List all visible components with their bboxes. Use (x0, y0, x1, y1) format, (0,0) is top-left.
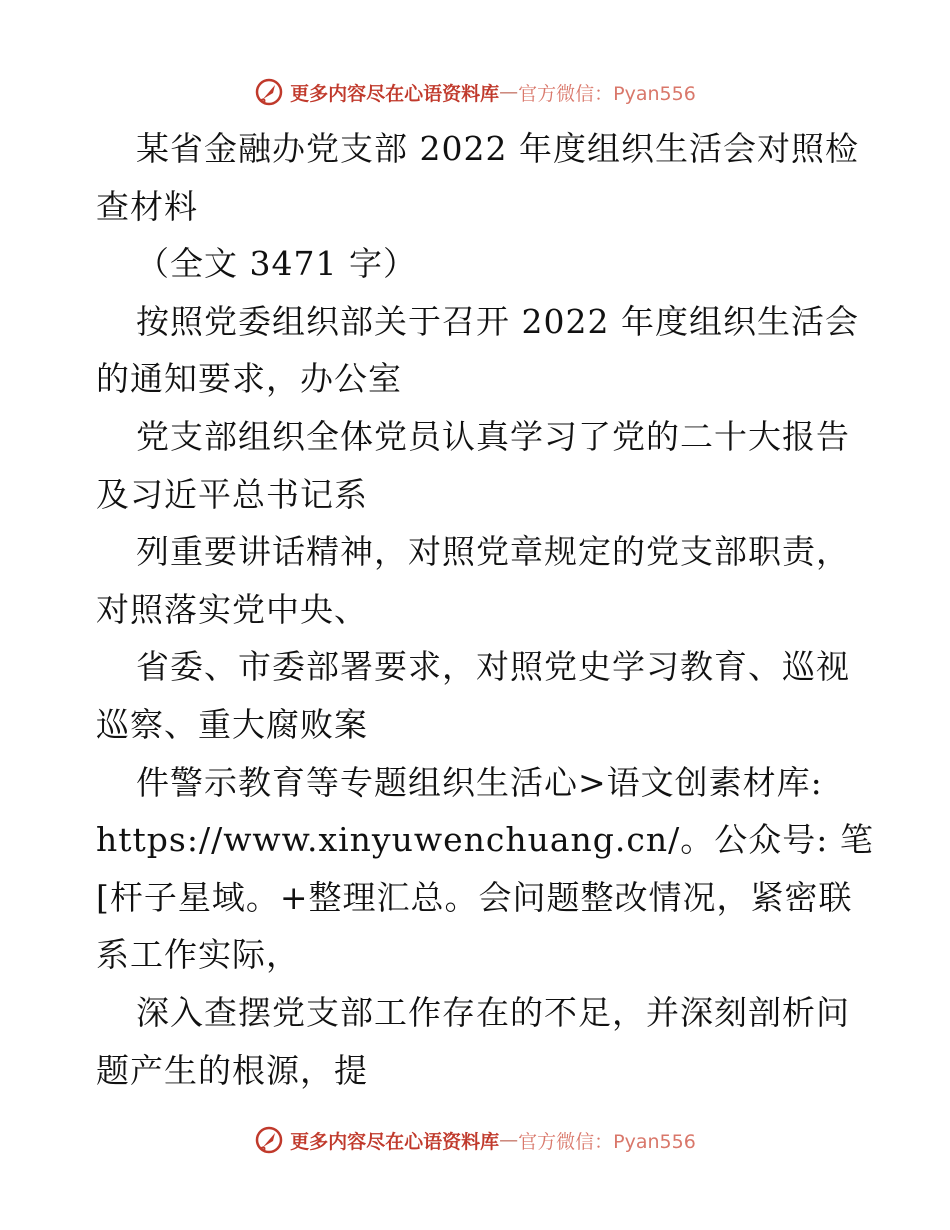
paragraph-line: 件警示教育等专题组织生活心>语文创素材库: (136, 762, 823, 802)
banner-wechat-text: 官方微信：Pyan556 (518, 82, 696, 105)
banner-main-text: 更多内容尽在心语资料库 (290, 82, 500, 105)
title-line-1: 某省金融办党支部 2022 年度组织生活会对照检 (136, 129, 859, 168)
paragraph-line: [杆子星域。+整理汇总。会问题整改情况，紧密联 (96, 877, 853, 917)
paragraph-line: 省委、市委部署要求，对照党史学习教育、巡视 (136, 647, 850, 687)
paragraph-line: 深入查摆党支部工作存在的不足，并深刻剖析问 (136, 992, 850, 1032)
title-line-2: 查材料 (96, 186, 198, 226)
quill-logo-icon (254, 77, 284, 107)
paragraph-line: 巡察、重大腐败案 (96, 704, 368, 744)
word-count-line: （全文 3471 字） (136, 244, 417, 284)
paragraph-line: 按照党委组织部关于召开 2022 年度组织生活会 (136, 301, 859, 341)
url-line: https://www.xinyuwenchuang.cn/。公众号: 笔 (96, 820, 874, 860)
paragraph-line: 题产生的根源，提 (96, 1050, 368, 1090)
banner-separator: — (499, 1129, 519, 1151)
document-body (96, 120, 874, 1099)
banner-wechat-text: 官方微信：Pyan556 (518, 1130, 696, 1153)
banner-main-text: 更多内容尽在心语资料库 (290, 1130, 500, 1153)
paragraph-line: 党支部组织全体党员认真学习了党的二十大报告 (136, 416, 850, 456)
quill-logo-icon (254, 1125, 284, 1155)
banner-separator: — (499, 81, 519, 103)
paragraph-line: 系工作实际， (96, 935, 300, 975)
footer-banner (0, 1120, 950, 1160)
paragraph-line: 的通知要求，办公室 (96, 359, 402, 399)
paragraph-line: 及习近平总书记系 (96, 474, 368, 514)
paragraph-line: 对照落实党中央、 (96, 589, 368, 629)
paragraph-line: 列重要讲话精神，对照党章规定的党支部职责， (136, 532, 850, 572)
header-banner (0, 72, 950, 112)
